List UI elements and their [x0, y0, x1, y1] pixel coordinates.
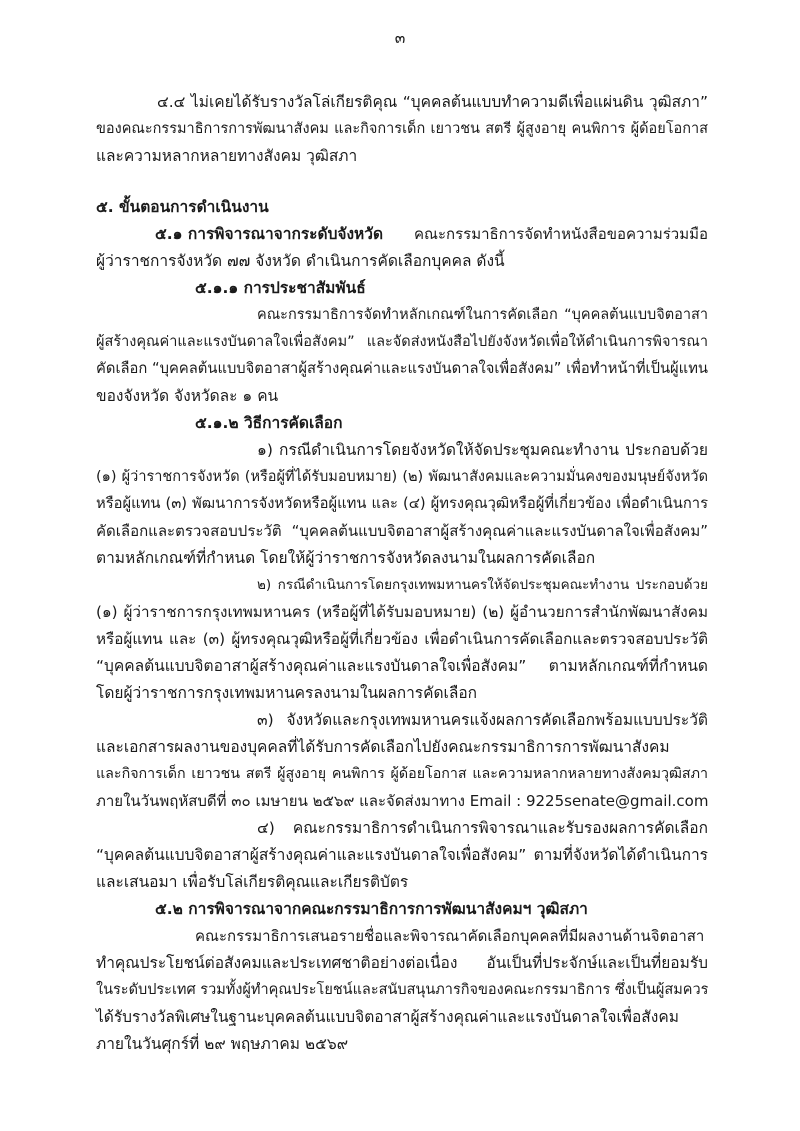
page-number: ๓ — [394, 29, 406, 47]
item-2-line: โดยผู้ว่าราชการกรุงเทพมหานครลงนามในผลการคัดเลือก — [96, 684, 478, 702]
section-5-1-1-heading: ๕.๑.๑ การประชาสัมพันธ์ — [195, 279, 366, 297]
section-5-1-1-line: ของจังหวัด จังหวัดละ ๑ คน — [96, 387, 279, 405]
item-2-line: ๒) กรณีดำเนินการโดยกรุงเทพมหานครให้จัดประชุมคณะทำงาน ประกอบด้วย — [257, 577, 708, 593]
item-2-line: (๑) ผู้ว่าราชการกรุงเทพมหานคร (หรือผู้ที่ได้รับมอบหมาย) (๒) ผู้อำนวยการสำนักพัฒนาสังคม — [96, 603, 708, 621]
section-5-heading: ๕. ขั้นตอนการดำเนินงาน — [96, 198, 269, 216]
item-1-line: หรือผู้แทน (๓) พัฒนาการจังหวัดหรือผู้แทน และ (๔) ผู้ทรงคุณวุฒิหรือผู้ที่เกี่ยวข้อง เพื่อดำเนินการ — [96, 495, 708, 512]
intro-line-1: ๔.๔ ไม่เคยได้รับรางวัลโล่เกียรติคุณ “บุคคลต้นแบบทำความดีเพื่อแผ่นดิน วุฒิสภา” — [157, 93, 708, 111]
item-3-line: และเอกสารผลงานของบุคคลที่ได้รับการคัดเลือกไปยังคณะกรรมาธิการการพัฒนาสังคม — [96, 738, 670, 756]
item-4-line: “บุคคลต้นแบบจิตอาสาผู้สร้างคุณค่าและแรงบันดาลใจเพื่อสังคม” ตามที่จังหวัดได้ดำเนินการ — [96, 846, 708, 864]
item-2-line: หรือผู้แทน และ (๓) ผู้ทรงคุณวุฒิหรือผู้ที่เกี่ยวข้อง เพื่อดำเนินการคัดเลือกและตรวจสอบประวัติ — [96, 630, 708, 648]
item-1-line: คัดเลือกและตรวจสอบประวัติ “บุคคลต้นแบบจิตอาสาผู้สร้างคุณค่าและแรงบันดาลใจเพื่อสังคม” — [96, 522, 708, 540]
item-3-line: ภายในวันพฤหัสบดีที่ ๓๐ เมษายน ๒๕๖๙ และจัดส่งมาทาง Email : 9225senate@gmail.com — [96, 792, 709, 810]
item-2-line: “บุคคลต้นแบบจิตอาสาผู้สร้างคุณค่าและแรงบันดาลใจเพื่อสังคม” ตามหลักเกณฑ์ที่กำหนด — [96, 657, 708, 675]
section-5-1-1-line: ผู้สร้างคุณค่าและแรงบันดาลใจเพื่อสังคม” และจัดส่งหนังสือไปยังจังหวัดเพื่อให้ดำเนินการพิจารณา — [96, 334, 708, 350]
section-5-1-1-line: คัดเลือก “บุคคลต้นแบบจิตอาสาผู้สร้างคุณค่าและแรงบันดาลใจเพื่อสังคม” เพื่อทำหน้าที่เป็นผู้แทน — [96, 360, 708, 377]
item-3-line: ๓) จังหวัดและกรุงเทพมหานครแจ้งผลการคัดเลือกพร้อมแบบประวัติ — [257, 711, 708, 729]
section-5-1-2-heading: ๕.๑.๒ วิธีการคัดเลือก — [195, 414, 343, 432]
section-5-1-1-line: คณะกรรมาธิการจัดทำหลักเกณฑ์ในการคัดเลือก “บุคคลต้นแบบจิตอาสา — [257, 307, 708, 323]
item-4-line: ๔) คณะกรรมาธิการดำเนินการพิจารณาและรับรองผลการคัดเลือก — [257, 819, 708, 837]
item-4-line: และเสนอมา เพื่อรับโล่เกียรติคุณและเกียรติบัตร — [96, 873, 409, 891]
item-1-line: ตามหลักเกณฑ์ที่กำหนด โดยให้ผู้ว่าราชการจังหวัดลงนามในผลการคัดเลือก — [96, 549, 596, 567]
section-5-2-line: คณะกรรมาธิการเสนอรายชื่อและพิจารณาคัดเลือกบุคคลที่มีผลงานด้านจิตอาสา — [195, 927, 705, 945]
section-5-2-heading: ๕.๒ การพิจารณาจากคณะกรรมาธิการการพัฒนาสังคมฯ วุฒิสภา — [155, 900, 588, 918]
intro-line-2: ของคณะกรรมาธิการการพัฒนาสังคม และกิจการเด็ก เยาวชน สตรี ผู้สูงอายุ คนพิการ ผู้ด้อยโอกาส — [96, 121, 708, 137]
section-5-2-line: ภายในวันศุกร์ที่ ๒๙ พฤษภาคม ๒๕๖๙ — [96, 1035, 349, 1053]
item-3-line: และกิจการเด็ก เยาวชน สตรี ผู้สูงอายุ คนพิการ ผู้ด้อยโอกาส และความหลากหลายทางสังคมวุฒิสภา — [96, 766, 708, 782]
intro-line-3: และความหลากหลายทางสังคม วุฒิสภา — [96, 147, 358, 165]
section-5-1-text-2: ผู้ว่าราชการจังหวัด ๗๗ จังหวัด ดำเนินการคัดเลือกบุคคล ดังนี้ — [96, 252, 505, 270]
section-5-1-heading: ๕.๑ การพิจารณาจากระดับจังหวัด — [155, 225, 384, 243]
item-1-line: ๑) กรณีดำเนินการโดยจังหวัดให้จัดประชุมคณะทำงาน ประกอบด้วย — [257, 441, 708, 459]
section-5-2-line: ในระดับประเทศ รวมทั้งผู้ทำคุณประโยชน์และสนับสนุนภารกิจของคณะกรรมาธิการ ซึ่งเป็นผู้สมควร — [96, 982, 709, 998]
section-5-2-line: ได้รับรางวัลพิเศษในฐานะบุคคลต้นแบบจิตอาสาผู้สร้างคุณค่าและแรงบันดาลใจเพื่อสังคม — [96, 1008, 679, 1026]
section-5-1-text-1: คณะกรรมาธิการจัดทำหนังสือขอความร่วมมือ — [414, 225, 708, 243]
item-1-line: (๑) ผู้ว่าราชการจังหวัด (หรือผู้ที่ได้รับมอบหมาย) (๒) พัฒนาสังคมและความมั่นคงของมนุษย์จังหวัด — [96, 469, 708, 485]
section-5-2-line: ทำคุณประโยชน์ต่อสังคมและประเทศชาติอย่างต่อเนื่อง อันเป็นที่ประจักษ์และเป็นที่ยอมรับ — [96, 954, 708, 972]
